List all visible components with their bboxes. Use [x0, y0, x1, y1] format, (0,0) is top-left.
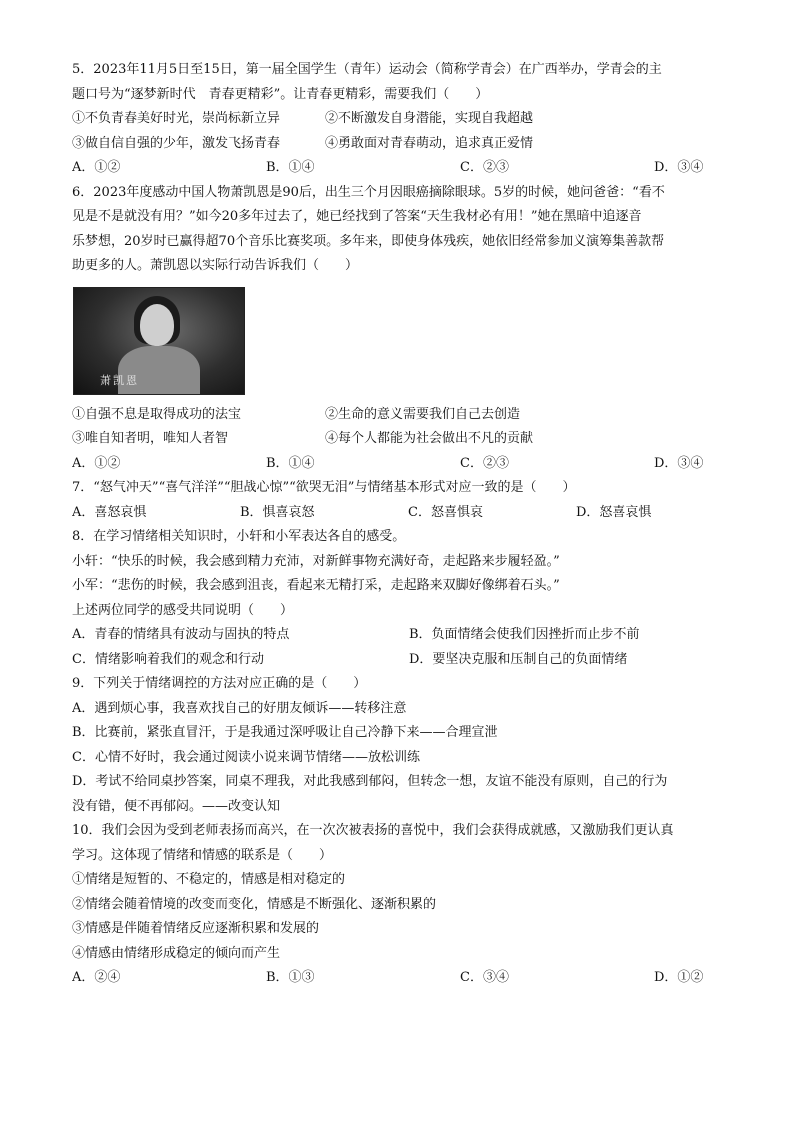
q6-stem-line-1: 6．2023年度感动中国人物萧凯恩是90后，出生三个月因眼癌摘除眼球。5岁的时候，她问爸爸：“看不	[72, 184, 665, 200]
q5-option-b[interactable]: B．①④	[266, 160, 315, 175]
q8-option-c[interactable]: C．情绪影响着我们的观念和行动	[72, 651, 264, 667]
question-9	[72, 672, 722, 819]
q9-option-a[interactable]: A．遇到烦心事，我喜欢找自己的好朋友倾诉——转移注意	[72, 700, 407, 716]
q8-xiaojun-quote: 小军：“悲伤的时候，我会感到沮丧，看起来无精打采，走起路来双脚好像绑着石头。”	[72, 578, 560, 593]
q10-statement-2: ②情绪会随着情境的改变而变化，情感是不断强化、逐渐积累的	[72, 896, 437, 912]
q9-option-b[interactable]: B．比赛前，紧张直冒汗，于是我通过深呼吸让自己冷静下来——合理宣泄	[72, 725, 498, 740]
q6-stem-line-2: 见是不是就没有用？”如今20多年过去了，她已经找到了答案“天生我材必有用！”她在黑暗中追逐音	[72, 209, 642, 224]
q10-statement-1: ①情绪是短暂的、不稳定的，情感是相对稳定的	[72, 872, 346, 887]
q5-option-d[interactable]: D．③④	[654, 160, 704, 175]
question-5	[72, 58, 722, 181]
q7-option-c[interactable]: C．怒喜惧哀	[408, 504, 483, 520]
q8-question: 上述两位同学的感受共同说明（ ）	[72, 602, 294, 618]
q6-option-c[interactable]: C．②③	[460, 455, 509, 471]
photo-caption: 萧凯恩	[100, 373, 139, 387]
q6-option-a[interactable]: A．①②	[72, 455, 121, 471]
question-6	[72, 181, 722, 477]
q10-option-a[interactable]: A．②④	[72, 970, 121, 985]
q7-option-b[interactable]: B．惧喜哀怒	[240, 504, 315, 520]
q10-statement-4: ④情感由情绪形成稳定的倾向而产生	[72, 945, 281, 961]
q8-options-row-1	[72, 623, 722, 648]
q8-options-row-2	[72, 648, 722, 673]
q5-option-c[interactable]: C．②③	[460, 160, 509, 175]
q5-statement-3: ③做自信自强的少年，激发飞扬青春	[72, 135, 281, 151]
q6-portrait-photo	[73, 287, 245, 395]
q5-statement-1: ①不负青春美好时光，崇尚标新立异	[72, 111, 281, 126]
q5-options	[72, 156, 722, 181]
q5-stem-line-1: 5．2023年11月5日至15日，第一届全国学生（青年）运动会（简称学青会）在广西举办，学青会的主	[72, 62, 662, 77]
q8-option-b[interactable]: B．负面情绪会使我们因挫折而止步不前	[409, 627, 640, 642]
photo-person-face	[140, 304, 174, 346]
q6-option-d[interactable]: D．③④	[654, 455, 704, 471]
q6-options	[72, 452, 722, 477]
q10-option-c[interactable]: C．③④	[460, 970, 509, 985]
q5-statements-row-2	[72, 132, 722, 157]
q10-stem-line-2: 学习。这体现了情绪和情感的联系是（ ）	[72, 847, 333, 863]
q5-option-a[interactable]: A．①②	[72, 160, 121, 175]
q7-options	[72, 501, 722, 526]
q9-option-c[interactable]: C．心情不好时，我会通过阅读小说来调节情绪——放松训练	[72, 749, 420, 765]
q9-option-d-line-1[interactable]: D．考试不给同桌抄答案，同桌不理我，对此我感到郁闷，但转念一想，友谊不能没有原则，自己的行为	[72, 774, 668, 789]
q8-stem: 8．在学习情绪相关知识时，小轩和小军表达各自的感受。	[72, 529, 406, 544]
q5-statement-4: ④勇敢面对青春萌动，追求真正爱情	[325, 135, 534, 151]
q6-statement-2: ②生命的意义需要我们自己去创造	[325, 406, 521, 422]
q10-statement-3: ③情感是伴随着情绪反应逐渐积累和发展的	[72, 921, 320, 936]
exam-page	[72, 58, 722, 991]
q6-option-b[interactable]: B．①④	[266, 455, 315, 471]
q5-statement-2: ②不断激发自身潜能，实现自我超越	[325, 111, 534, 126]
q6-stem-line-4: 助更多的人。萧凯恩以实际行动告诉我们（ ）	[72, 258, 359, 273]
q6-statements-row-1	[72, 403, 722, 428]
q6-statement-3: ③唯自知者明，唯知人者智	[72, 431, 229, 446]
q9-option-d-line-2[interactable]: 没有错，便不再郁闷。——改变认知	[72, 798, 281, 814]
question-7	[72, 476, 722, 525]
q10-options	[72, 966, 722, 991]
q5-stem-line-2: 题口号为“逐梦新时代 青春更精彩”。让青春更精彩，需要我们（ ）	[72, 86, 489, 102]
q7-option-a[interactable]: A．喜怒哀惧	[72, 504, 147, 520]
q8-xiaoxuan-quote: 小轩：“快乐的时候，我会感到精力充沛，对新鲜事物充满好奇，走起路来步履轻盈。”	[72, 553, 560, 569]
q5-statements-row-1	[72, 107, 722, 132]
question-8	[72, 525, 722, 672]
q6-statement-1: ①自强不息是取得成功的法宝	[72, 406, 242, 422]
q7-option-d[interactable]: D．怒喜哀惧	[576, 504, 652, 520]
q8-option-d[interactable]: D．要坚决克服和压制自己的负面情绪	[409, 651, 628, 667]
q6-statements-row-2	[72, 427, 722, 452]
q10-stem-line-1: 10．我们会因为受到老师表扬而高兴，在一次次被表扬的喜悦中，我们会获得成就感，又激励我们更认真	[72, 823, 674, 838]
q10-option-d[interactable]: D．①②	[654, 970, 704, 985]
q6-statement-4: ④每个人都能为社会做出不凡的贡献	[325, 431, 534, 446]
q8-option-a[interactable]: A．青春的情绪具有波动与固执的特点	[72, 627, 290, 642]
q7-stem: 7．“怒气冲天”“喜气洋洋”“胆战心惊”“欲哭无泪”与情绪基本形式对应一致的是（ ）	[72, 480, 576, 495]
q10-option-b[interactable]: B．①③	[266, 970, 315, 985]
q6-stem-line-3: 乐梦想，20岁时已赢得超70个音乐比赛奖项。多年来，即使身体残疾，她依旧经常参加义演筹集善款帮	[72, 233, 665, 249]
question-10	[72, 819, 722, 991]
q9-stem: 9．下列关于情绪调控的方法对应正确的是（ ）	[72, 676, 367, 691]
